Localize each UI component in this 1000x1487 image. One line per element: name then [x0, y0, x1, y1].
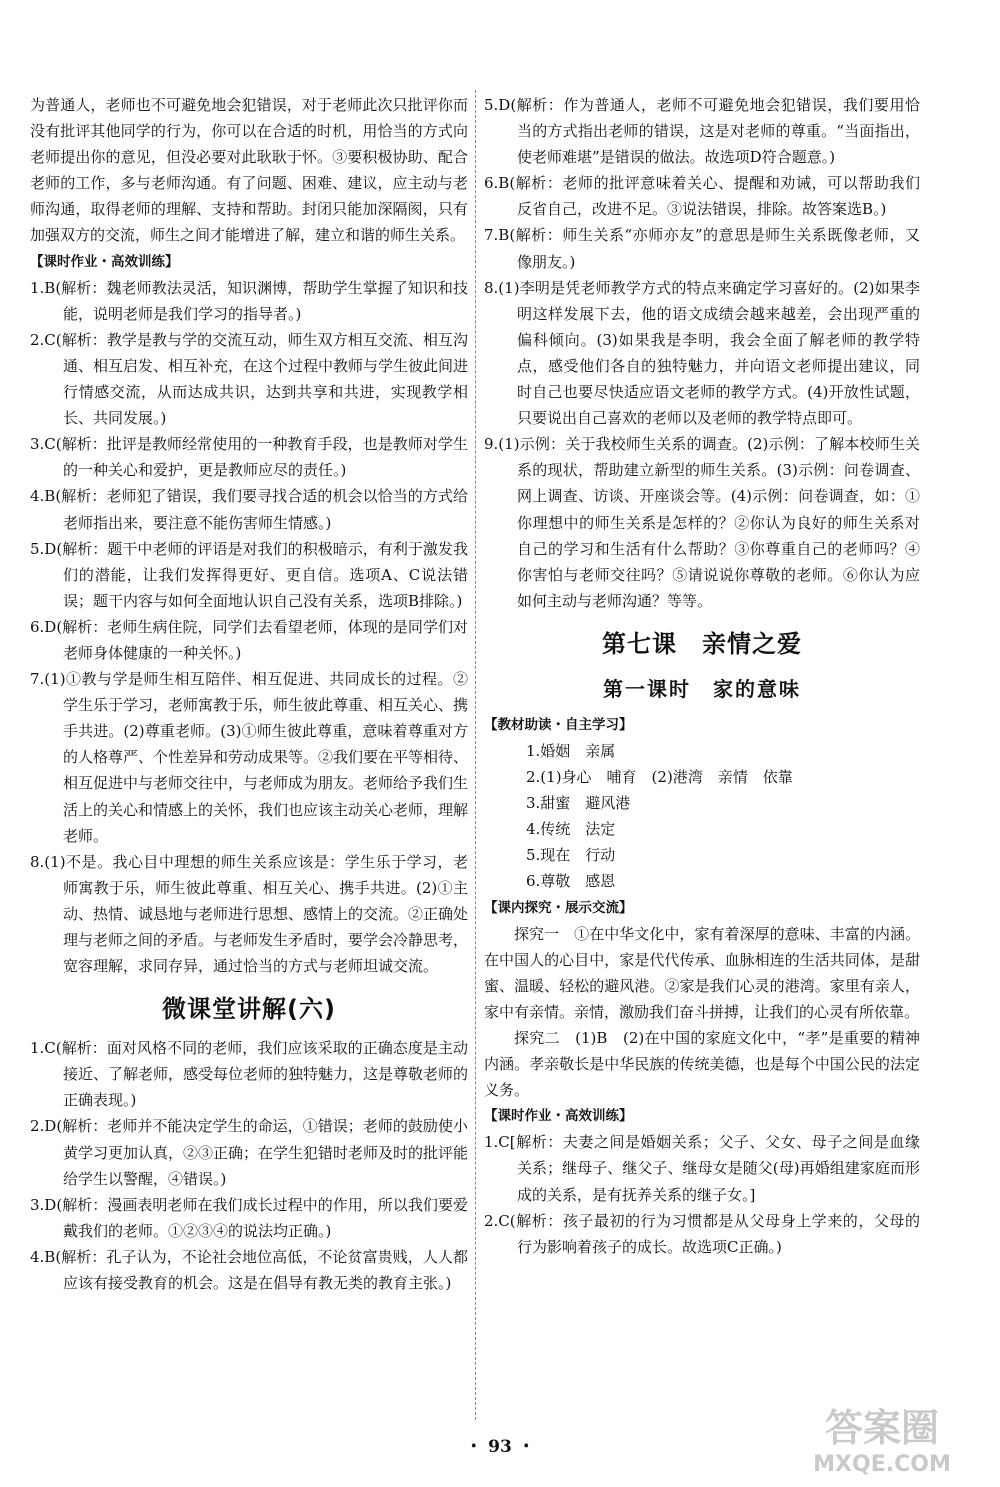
left-column — [30, 92, 468, 1296]
answer-item: 1.C(解析：面对风格不同的老师，我们应该采取的正确态度是主动接近、了解老师，感受每位老师的独特魅力，这是尊敬老师的正确表现。) — [30, 1039, 469, 1110]
answer-item: 3.C(解析：批评是教师经常使用的一种教育手段，也是教师对学生的一种关心和爱护，更是教师应尽的责任。) — [30, 435, 468, 480]
answer-item: 4.B(解析：孔子认为，不论社会地位高低，不论贫富贵贱，人人都应该有接受教育的机会。这是在倡导有教无类的教育主张。) — [30, 1247, 468, 1293]
fill-answer: 2.(1)身心 哺育 (2)港湾 亲情 依靠 — [526, 768, 793, 787]
micro-lecture-title: 微课堂讲解(六) — [162, 995, 336, 1024]
section-heading-reading: 【教材助读・自主学习】 — [484, 716, 633, 733]
answer-item: 1.C[解析：夫妻之间是婚姻关系；父子、父女、母子之间是血缘关系；继母子、继父子、继母女是随父(母)再婚组建家庭而形成的关系，是有抚养关系的继子女。] — [484, 1133, 920, 1204]
fill-answer: 6.尊敬 感恩 — [526, 872, 616, 891]
answer-item: 8.(1)不是。我心目中理想的师生关系应该是：学生乐于学习，老师寓教于乐，师生彼此尊重、相互关心、携手共进。(2)①主动、热情、诚恳地与老师进行思想、感情上的交流。②正确处理与老师之间的矛盾。与老师发生矛盾时，要学会冷静思考，宽容理解，求同存异，通过恰当的方式与老师坦诚交流。 — [30, 852, 469, 976]
section-heading-homework-2: 【课时作业・高效训练】 — [484, 1108, 633, 1125]
answer-item: 2.D(解析：老师并不能决定学生的命运，①错误；老师的鼓励使小黄学习更加认真，②③正确；在学生犯错时老师及时的批评能给学生以警醒，④错误。) — [30, 1117, 469, 1188]
section-heading-homework: 【课时作业・高效训练】 — [30, 253, 179, 270]
answer-item: 2.C(解析：教学是教与学的交流互动，师生双方相互交流、相互沟通、相互启发、相互补充，在这个过程中教师与学生彼此间进行情感交流，从而达成共识，达到共享和共进，实现教学相长、共同发展。) — [30, 330, 469, 428]
lesson-title: 第七课 亲情之爱 — [602, 629, 802, 658]
fill-answer: 3.甜蜜 避风港 — [526, 794, 631, 813]
watermark-logo — [782, 1399, 982, 1479]
answer-item: 7.(1)①教与学是师生相互陪伴、相互促进、共同成长的过程。②学生乐于学习，老师寓教于乐，师生彼此尊重、相互关心、携手共进。(2)尊重老师。(3)①师生彼此尊重，意味着尊重对方的人格尊严、个性差异和劳动成果等。②我们要在平等相待、相互促进中与老师交往中，与老师成为朋友。老师给予我们生活上的关心和情感上的关怀，我们也应该主动关心老师，理解老师。 — [30, 670, 469, 845]
answer-item: 4.B(解析：老师犯了错误，我们要寻找合适的机会以恰当的方式给老师指出来，要注意不能伤害师生情感。) — [30, 487, 468, 532]
answer-item: 6.D(解析：老师生病住院，同学们去看望老师，体现的是同学们对老师身体健康的一种关怀。) — [30, 617, 468, 662]
section-heading-explore: 【课内探究・展示交流】 — [484, 899, 633, 916]
answer-item: 9.(1)示例：关于我校师生关系的调查。(2)示例：了解本校师生关系的现状，帮助建立新型的师生关系。(3)示例：问卷调查、网上调查、访谈、开座谈会等。(4)示例：问卷调查，如：①你理想中的师生关系是怎样的？②你认为良好的师生关系对自己的学习和生活有什么帮助？③你尊重自己的老师吗？④你害怕与老师交往吗？⑤请说说你尊敬的老师。⑥你认为应如何主动与老师沟通？等等。 — [484, 435, 920, 610]
explore-one: 探究一 ①在中华文化中，家有着深厚的意味、丰富的内涵。在中国人的心目中，家是代代传承、血脉相连的生活共同体，是甜蜜、温暖、轻松的避风港。②家是我们心灵的港湾。家里有亲人，家中有亲情。亲情，激励我们奋斗拼搏，让我们的心灵有所依靠。 — [484, 924, 920, 1021]
fill-answer: 1.婚姻 亲属 — [526, 741, 616, 760]
right-column — [484, 92, 920, 1260]
period-title: 第一课时 家的意味 — [603, 676, 801, 701]
answer-item: 5.D(解析：题干中老师的评语是对我们的积极暗示，有利于激发我们的潜能，让我们发挥得更好、更自信。选项A、C说法错误；题干内容与如何全面地认识自己没有关系，选项B排除。) — [30, 539, 468, 610]
answer-item: 7.B(解析：师生关系“亦师亦友”的意思是师生关系既像老师，又像朋友。) — [484, 226, 920, 271]
answer-item: 6.B(解析：老师的批评意味着关心、提醒和劝诫，可以帮助我们反省自己，改进不足。③说法错误，排除。故答案选B。) — [484, 174, 920, 219]
answer-item: 3.D(解析：漫画表明老师在我们成长过程中的作用，所以我们要爱戴我们的老师。①②③④的说法均正确。) — [30, 1195, 468, 1240]
fill-answer: 4.传统 法定 — [526, 820, 616, 839]
intro-paragraph: 为普通人，老师也不可避免地会犯错误，对于老师此次只批评你而没有批评其他同学的行为，你可以在合适的时机，用恰当的方式向老师提出你的意见，但没必要对此耿耿于怀。③要积极协助、配合老师的工作，多与老师沟通。有了问题、困难、建议，应主动与老师沟通，取得老师的理解、支持和帮助。封闭只能加深隔阂，只有加强双方的交流，师生之间才能增进了解，建立和谐的师生关系。 — [30, 96, 468, 245]
page-number: ・ 93 ・ — [465, 1437, 535, 1457]
answer-item: 8.(1)李明是凭老师教学方式的特点来确定学习喜好的。(2)如果李明这样发展下去，他的语文成绩会越来越差，会出现严重的偏科倾向。(3)如果我是李明，我会全面了解老师的教学特点，感受他们各自的独特魅力，并向语文老师提出建议，同时自己也要尽快适应语文老师的教学方式。(4)开放性试题，只要说出自己喜欢的老师以及老师的教学特点即可。 — [484, 278, 920, 428]
column-divider — [475, 90, 476, 1420]
watermark-en: MXQE.COM — [813, 1452, 951, 1477]
watermark-cn: 答案圈 — [824, 1406, 940, 1450]
fill-answer: 5.现在 行动 — [526, 846, 616, 865]
explore-two: 探究二 (1)B (2)在中国的家庭文化中，“孝”是重要的精神内涵。孝亲敬长是中华民族的传统美德，也是每个中国公民的法定义务。 — [484, 1029, 920, 1100]
answer-item: 5.D(解析：作为普通人，老师不可避免地会犯错误，我们要用恰当的方式指出老师的错误，这是对老师的尊重。“当面指出，使老师难堪”是错误的做法。故选项D符合题意。) — [484, 96, 920, 167]
answer-item: 2.C(解析：孩子最初的行为习惯都是从父母身上学来的，父母的行为影响着孩子的成长。故选项C正确。) — [484, 1211, 920, 1256]
answer-item: 1.B(解析：魏老师教法灵活，知识渊博，帮助学生掌握了知识和技能，说明老师是我们学习的指导者。) — [30, 278, 468, 323]
